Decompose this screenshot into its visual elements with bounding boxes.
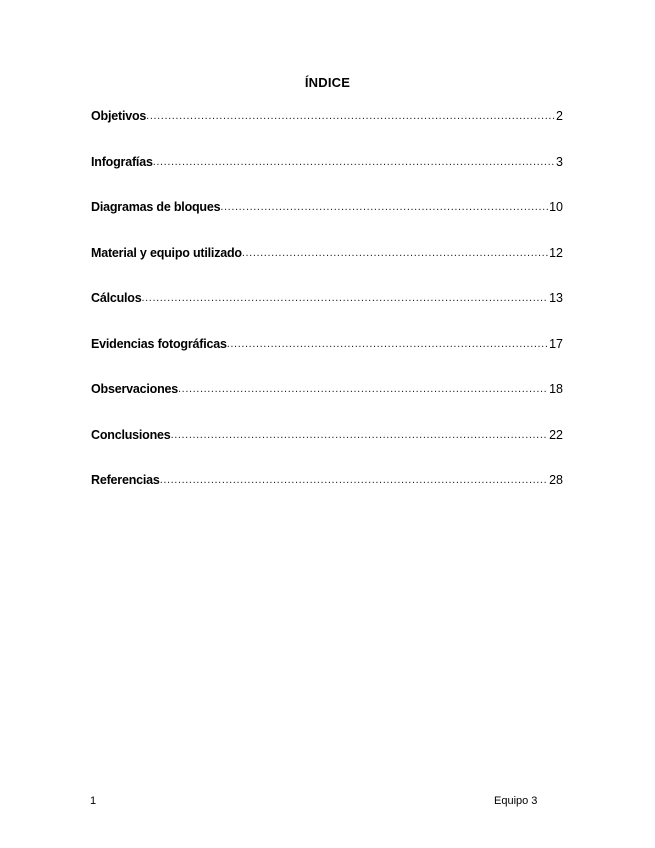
toc-entry-material-y-equipo[interactable] [91,244,563,290]
toc-entry-label: Material y equipo utilizado [91,245,242,260]
toc-entry-page-number: 2 [556,109,563,123]
toc-entry-label: Observaciones [91,382,179,396]
toc-entry-label: Referencias [91,473,160,487]
toc-dot-leader [171,426,549,444]
toc-entry-label: Objetivos [91,109,147,123]
toc-entry-objetivos[interactable] [91,107,563,153]
toc-dot-leader [220,198,548,216]
toc-dot-leader [153,153,555,171]
table-of-contents [91,107,563,517]
toc-dot-leader [146,107,555,125]
toc-entry-label: Diagramas de bloques [91,200,221,214]
toc-entry-label: Evidencias fotográficas [91,336,227,351]
toc-entry-calculos[interactable] [91,289,563,335]
toc-entry-page-number: 13 [549,291,563,305]
toc-entry-diagramas-de-bloques[interactable] [91,198,563,244]
toc-entry-page-number: 18 [549,382,563,396]
toc-entry-infografias[interactable] [91,153,563,199]
toc-entry-page-number: 10 [549,200,563,214]
toc-entry-page-number: 28 [549,473,563,487]
toc-dot-leader [142,289,549,307]
footer-team-name: Equipo 3 [494,795,538,807]
toc-entry-label: Cálculos [91,291,142,305]
page-title: ÍNDICE [304,75,351,90]
toc-entry-label: Infografías [91,154,153,169]
toc-entry-page-number: 17 [549,336,563,351]
toc-dot-leader [178,380,548,398]
toc-entry-conclusiones[interactable] [91,426,563,472]
toc-entry-page-number: 12 [549,245,563,260]
toc-dot-leader [227,335,548,353]
toc-entry-page-number: 3 [556,154,563,169]
toc-dot-leader [242,244,548,262]
footer-page-number: 1 [90,795,97,807]
toc-dot-leader [160,471,548,489]
toc-entry-page-number: 22 [549,427,563,442]
toc-entry-evidencias-fotograficas[interactable] [91,335,563,381]
toc-entry-label: Conclusiones [91,427,171,442]
toc-entry-observaciones[interactable] [91,380,563,426]
toc-entry-referencias[interactable] [91,471,563,517]
